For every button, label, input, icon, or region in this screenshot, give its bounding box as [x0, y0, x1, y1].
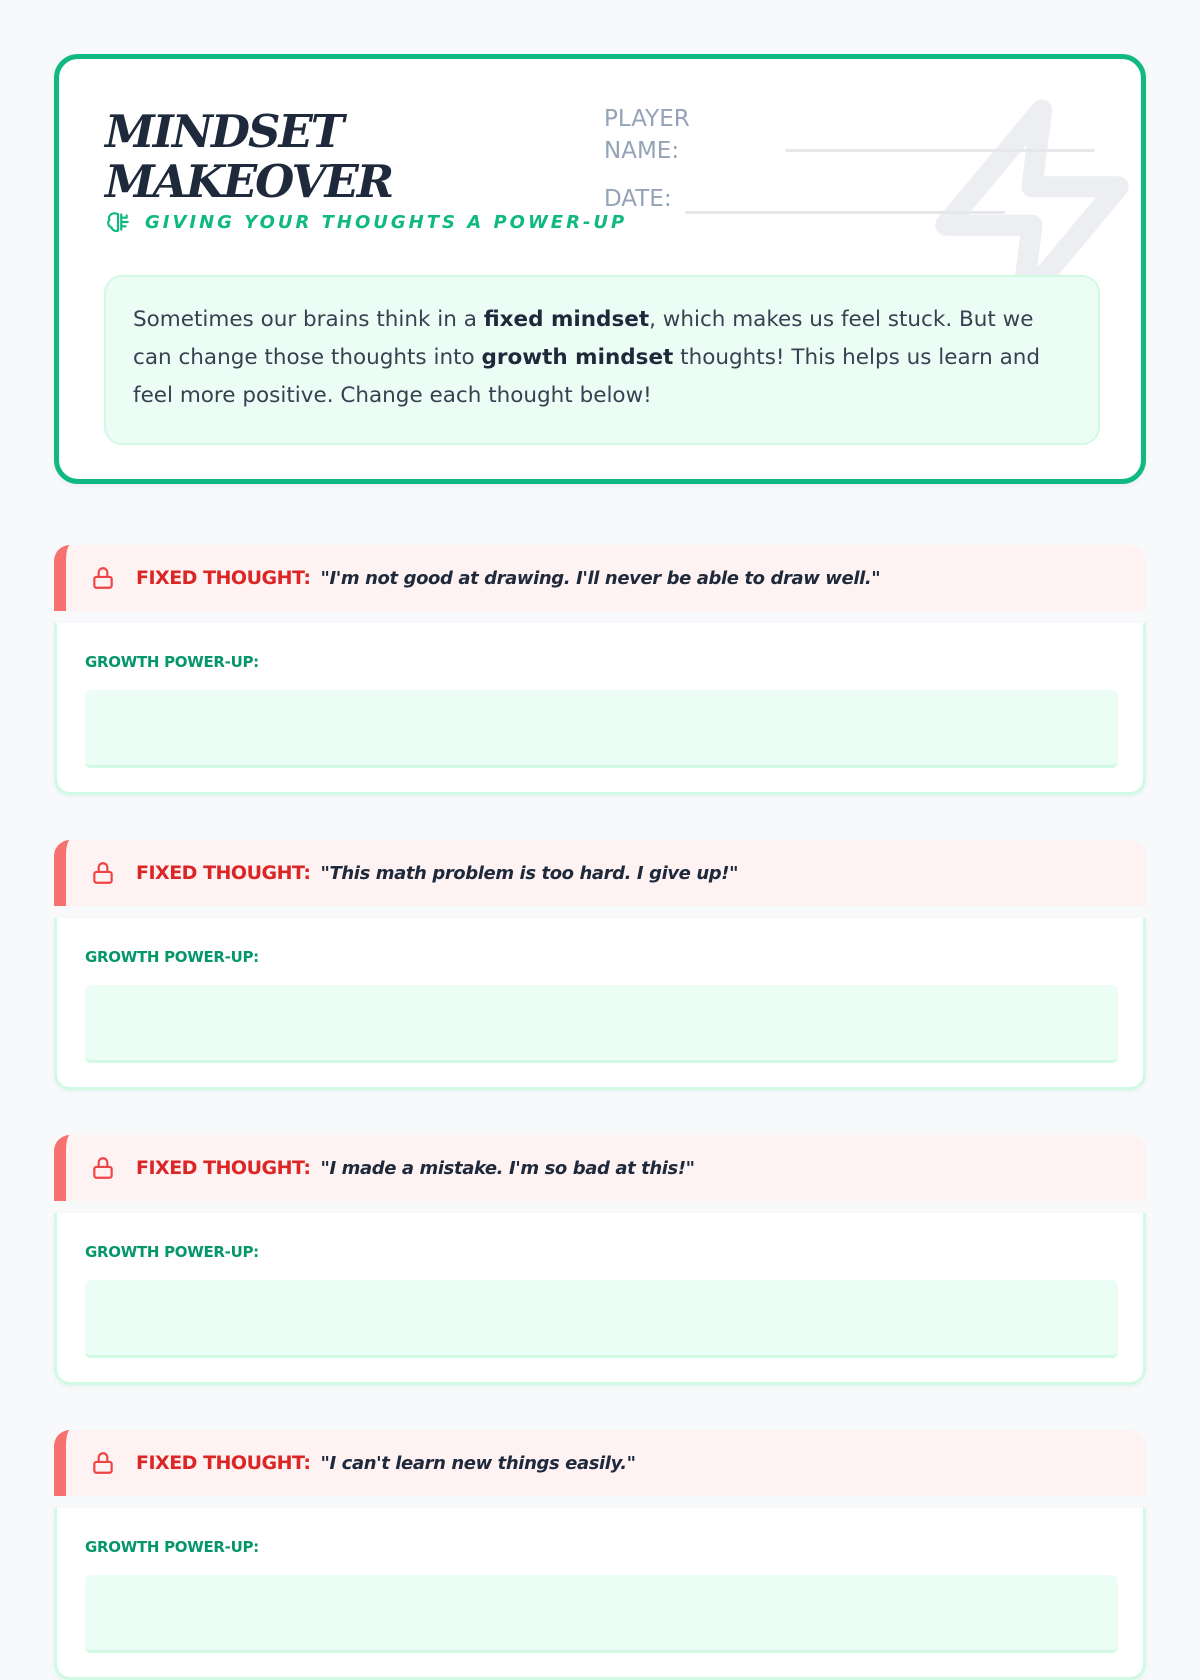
fixed-thought-label: FIXED THOUGHT:: [136, 862, 311, 884]
intro-part-3: thoughts! This helps us learn and feel more positive. Change each thought below!: [133, 345, 1041, 408]
page-title: [105, 107, 392, 207]
subtitle: GIVING YOUR THOUGHTS A POWER-UP: [145, 211, 628, 233]
growth-answer-field[interactable]: [85, 690, 1118, 768]
growth-label: GROWTH POWER-UP:: [85, 948, 259, 966]
header-card: [54, 54, 1146, 484]
fixed-thought-bar: [54, 545, 1146, 611]
player-name-field[interactable]: [785, 149, 1095, 152]
growth-box: [54, 918, 1146, 1090]
fixed-thought-label: FIXED THOUGHT:: [136, 1157, 311, 1179]
lock-icon: [90, 1450, 116, 1476]
lock-icon: [90, 1155, 116, 1181]
growth-label: GROWTH POWER-UP:: [85, 1538, 259, 1556]
intro-part-2: , which makes us feel stuck. But we can change those thoughts into: [133, 307, 1034, 370]
intro-bold-fixed: fixed mindset: [483, 307, 650, 332]
growth-answer-field[interactable]: [85, 1575, 1118, 1653]
fixed-thought-bar: [54, 1135, 1146, 1201]
fixed-thought-text: "This math problem is too hard. I give up!": [320, 862, 739, 884]
growth-label: GROWTH POWER-UP:: [85, 1243, 259, 1261]
fixed-thought-label: FIXED THOUGHT:: [136, 1452, 311, 1474]
date-field[interactable]: [685, 211, 1005, 214]
intro-text: [104, 275, 1100, 445]
fixed-thought-text: "I can't learn new things easily.": [320, 1452, 636, 1474]
title-line-1: MINDSET: [105, 105, 343, 158]
fixed-thought-text: "I made a mistake. I'm so bad at this!": [320, 1157, 695, 1179]
intro-bold-growth: growth mindset: [481, 345, 674, 370]
fixed-thought-bar: [54, 840, 1146, 906]
player-name-label: PLAYER NAME:: [604, 106, 690, 164]
lock-icon: [90, 860, 116, 886]
date-label: DATE:: [604, 186, 672, 212]
intro-part-1: Sometimes our brains think in a: [133, 307, 484, 332]
title-line-2: MAKEOVER: [105, 155, 393, 208]
growth-answer-field[interactable]: [85, 985, 1118, 1063]
lock-icon: [90, 565, 116, 591]
fixed-thought-text: "I'm not good at drawing. I'll never be able to draw well.": [320, 567, 881, 589]
fixed-thought-bar: [54, 1430, 1146, 1496]
growth-answer-field[interactable]: [85, 1280, 1118, 1358]
growth-box: [54, 1213, 1146, 1385]
subtitle-row: [105, 209, 627, 235]
growth-label: GROWTH POWER-UP:: [85, 653, 259, 671]
brain-icon: [105, 209, 131, 235]
fixed-thought-label: FIXED THOUGHT:: [136, 567, 311, 589]
growth-box: [54, 623, 1146, 795]
growth-box: [54, 1508, 1146, 1680]
